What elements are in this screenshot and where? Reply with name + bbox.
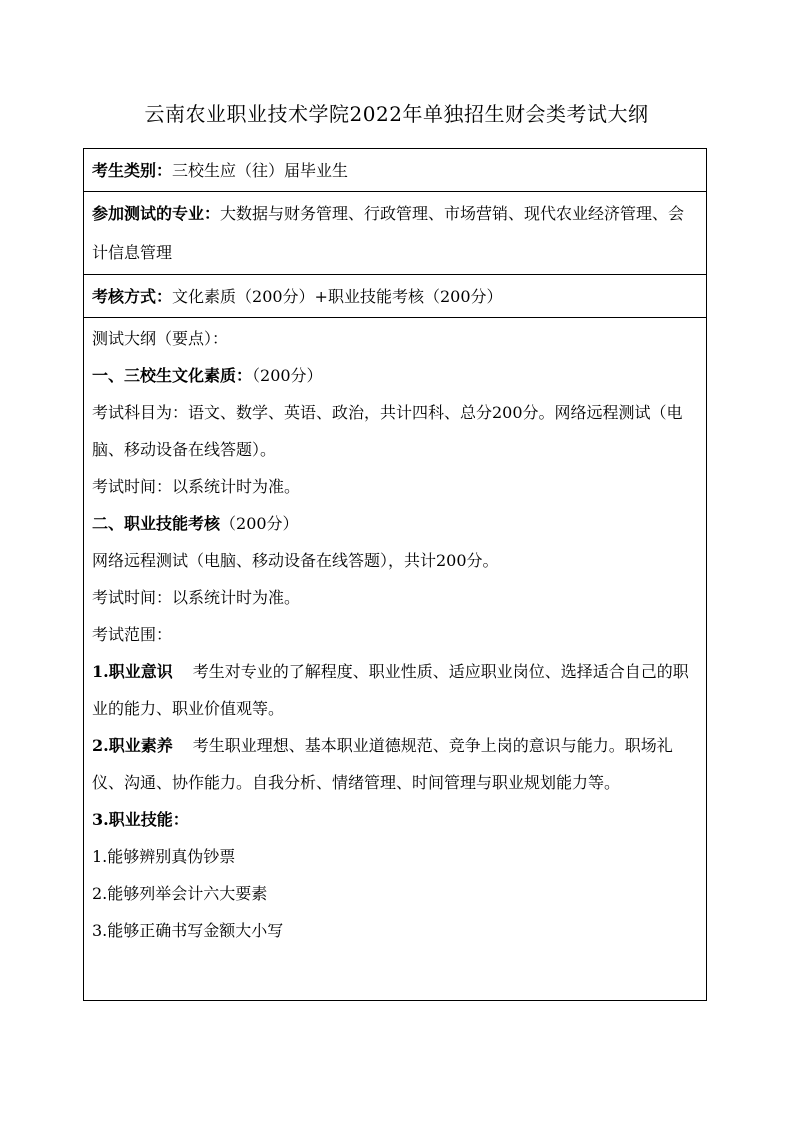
section2-score: （200分） [220,514,299,533]
section1-time: 考试时间：以系统计时为准。 [92,477,301,496]
item2-paragraph [92,727,698,801]
section1-score: （200分） [252,366,323,385]
item1-label: 1.职业意识 [92,662,173,681]
item1-text: 考生对专业的了解程度、职业性质、适应职业岗位、选择适合自己的职业的能力、职业价值观等。 [92,662,689,718]
item1-paragraph [92,653,698,727]
outline-row [84,318,706,1000]
outline-heading: 测试大纲（要点）： [92,329,229,348]
section2-label: 二、职业技能考核 [92,514,221,533]
item3-label: 3.职业技能： [92,810,189,829]
section2-scope: 考试范围： [92,625,173,644]
item2-text: 考生职业理想、基本职业道德规范、竞争上岗的意识与能力。职场礼仪、沟通、协作能力。自我分析、情绪管理、时间管理与职业规划能力等。 [92,736,673,792]
method-label: 考核方式： [92,287,173,306]
section1-subjects: 考试科目为：语文、数学、英语、政治，共计四科、总分200分。网络远程测试（电脑、移动设备在线答题）。 [92,403,683,459]
majors-value: 大数据与财务管理、行政管理、市场营销、现代农业经济管理、会计信息管理 [92,204,685,262]
outline-table [83,148,707,1001]
skill-item: 1.能够辨别真伪钞票 [92,847,236,866]
page-title: 云南农业职业技术学院2022年单独招生财会类考试大纲 [144,102,649,126]
skill-item: 3.能够正确书写金额大小写 [92,921,284,940]
item2-label: 2.职业素养 [92,736,173,755]
section2-time: 考试时间：以系统计时为准。 [92,588,301,607]
majors-row [84,192,706,275]
method-value: 文化素质（200分）+职业技能考核（200分） [172,287,503,306]
section2-heading [92,505,698,542]
category-label: 考生类别： [92,161,173,180]
category-value: 三校生应（往）届毕业生 [172,161,349,180]
section1-heading [92,357,698,394]
method-row [84,275,706,318]
category-row [84,149,706,192]
skill-item: 2.能够列举会计六大要素 [92,884,268,903]
section1-label: 一、三校生文化素质： [92,366,253,385]
section2-mode: 网络远程测试（电脑、移动设备在线答题），共计200分。 [92,551,499,570]
majors-label: 参加测试的专业： [92,204,221,223]
